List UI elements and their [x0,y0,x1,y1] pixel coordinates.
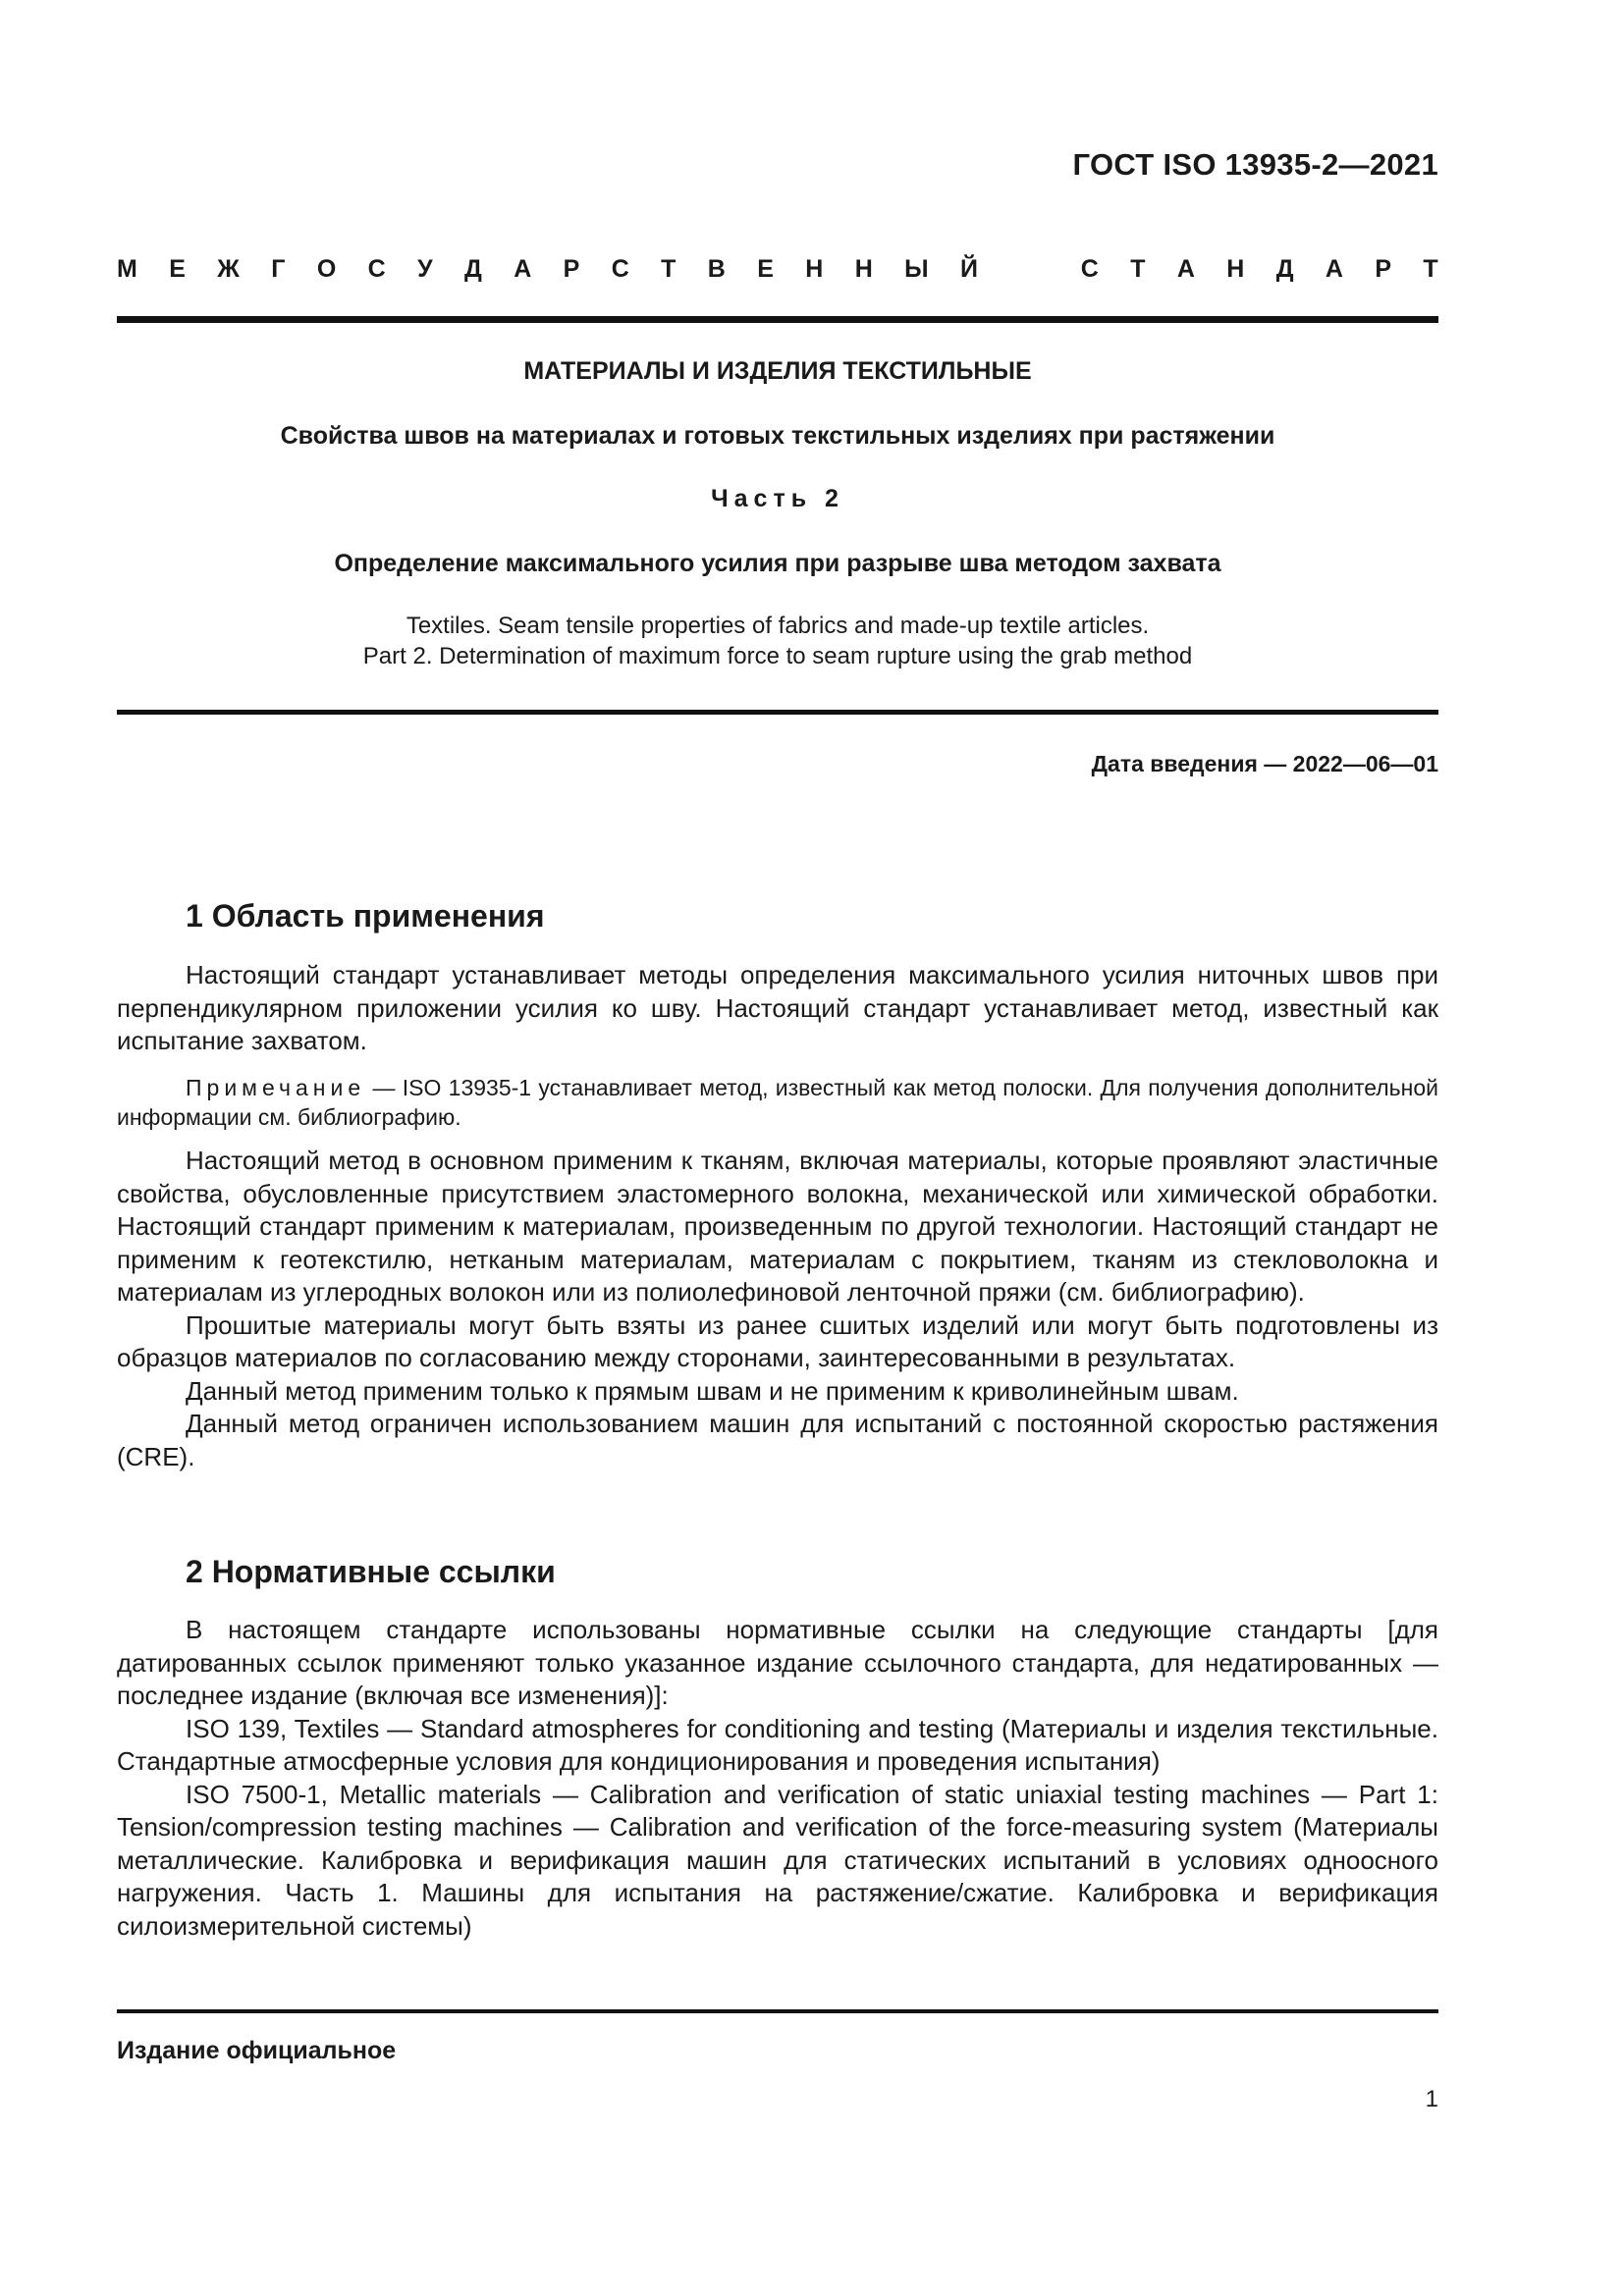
standard-type-label [117,255,1438,284]
page-number: 1 [1425,2086,1438,2112]
section-heading-normative-references: 2 Нормативные ссылки [186,1554,556,1589]
paragraph: Данный метод ограничен использованием машин для испытаний с постоянной скоростью растяжения (CRE). [117,1409,1438,1471]
standard-type-letter: Ж [217,255,240,283]
scope-paragraph-block [117,959,1438,1058]
note-text: — ISO 13935-1 устанавливает метод, известный как метод полоски. Для получения дополнительной информации см. библиографию. [117,1075,1438,1130]
paragraph: В настоящем стандарте использованы нормативные ссылки на следующие стандарты [для датированных ссылок применяют только указанное издание ссылочного стандарта, для недатированных — последнее издание (включая все изменения)]: [117,1615,1438,1710]
standard-type-letter: С [611,255,629,283]
note [117,1073,1438,1132]
standard-type-letter: Н [854,255,873,283]
standard-type-letter: С [367,255,386,283]
standard-type-letter: О [316,255,337,283]
standard-type-letter: Й [960,255,978,283]
standard-type-letter: Т [661,255,677,283]
reference-item: ISO 7500-1, Metallic materials — Calibration and verification of static uniaxial testing machines — Part 1: Tension/compression testing machines — Calibration and verification of the force-measuring system (Материалы металлические. Калибровка и верификация машин для статических испытаний в условиях одноосного нагружения. Часть 1. Машины для испытания на растяжение/сжатие. Калибровка и верификация силоизмерительной системы) [117,1779,1438,1941]
standard-type-letter: Д [464,255,482,283]
standard-type-letter: В [707,255,726,283]
standard-type-letter: Т [1130,255,1146,283]
paragraph: Настоящий метод в основном применим к тканям, включая материалы, которые проявляют эластичные свойства, обусловленные присутствием эластомерного волокна, механической или химической обработки. Настоящий стандарт применим к материалам, произведенным по другой технологии. Настоящий стандарт не применим к геотекстилю, нетканым материалам, материалам с покрытием, тканям из стекловолокна и материалам из углеродных волокон или из полиолефиновой ленточной пряжи (см. библиографию). [117,1146,1438,1307]
note-label: Примечание [186,1075,366,1100]
top-divider [117,316,1438,323]
part-title: Определение максимального усилия при разрыве шва методом захвата [334,550,1221,577]
footer-divider [117,2009,1438,2013]
english-title-line: Part 2. Determination of maximum force to seam rupture using the grab method [362,643,1193,669]
introduction-date: Дата введения — 2022—06—01 [1091,751,1438,776]
reference-item: ISO 139, Textiles — Standard atmospheres for conditioning and testing (Материалы и изделия текстильные. Стандартные атмосферные условия для кондиционирования и проведения испытания) [117,1713,1438,1776]
standard-type-letter: Н [1226,255,1245,283]
document-code: ГОСТ ISO 13935-2—2021 [1072,147,1438,182]
section-heading-scope: 1 Область применения [186,898,545,934]
scope-paragraph-block [117,1145,1438,1473]
paragraph: Настоящий стандарт устанавливает методы определения максимального усилия ниточных швов при перпендикулярном приложении усилия ко шву. Настоящий стандарт устанавливает метод, известный как испытание захватом. [117,960,1438,1055]
document-page [117,0,1438,2296]
standard-type-letter: А [1176,255,1195,283]
standard-type-letter: Е [757,255,774,283]
standard-type-letter: Т [1423,255,1438,283]
standard-type-letter: У [417,255,433,283]
paragraph: Прошитые материалы могут быть взяты из ранее сшитых изделий или могут быть подготовлены из образцов материалов по согласованию между сторонами, заинтересованными в результатах. [117,1309,1438,1372]
edition-label: Издание официальное [117,2037,397,2064]
standard-type-letter: Г [271,255,286,283]
document-subtitle: Свойства швов на материалах и готовых текстильных изделиях при растяжении [280,422,1275,450]
part-label: Часть 2 [711,485,844,512]
standard-type-letter: А [514,255,532,283]
standard-type-letter: Н [805,255,824,283]
standard-type-letter: А [1325,255,1343,283]
title-divider [117,710,1438,715]
paragraph: Данный метод применим только к прямым швам и не применим к криволинейным швам. [186,1375,1239,1406]
standard-type-letter: Ы [904,255,929,283]
standard-type-letter: Д [1275,255,1294,283]
standard-type-letter: Р [563,255,580,283]
english-title [117,611,1438,671]
standard-type-letter: Р [1375,255,1392,283]
word-gap [1009,255,1049,284]
english-title-line: Textiles. Seam tensile properties of fabrics and made-up textile articles. [406,613,1150,639]
standard-type-letter: М [117,255,137,283]
standard-type-letter: С [1080,255,1099,283]
document-title: МАТЕРИАЛЫ И ИЗДЕЛИЯ ТЕКСТИЛЬНЫЕ [523,357,1032,385]
references-paragraph-block [117,1614,1438,1943]
standard-type-letter: Е [169,255,186,283]
